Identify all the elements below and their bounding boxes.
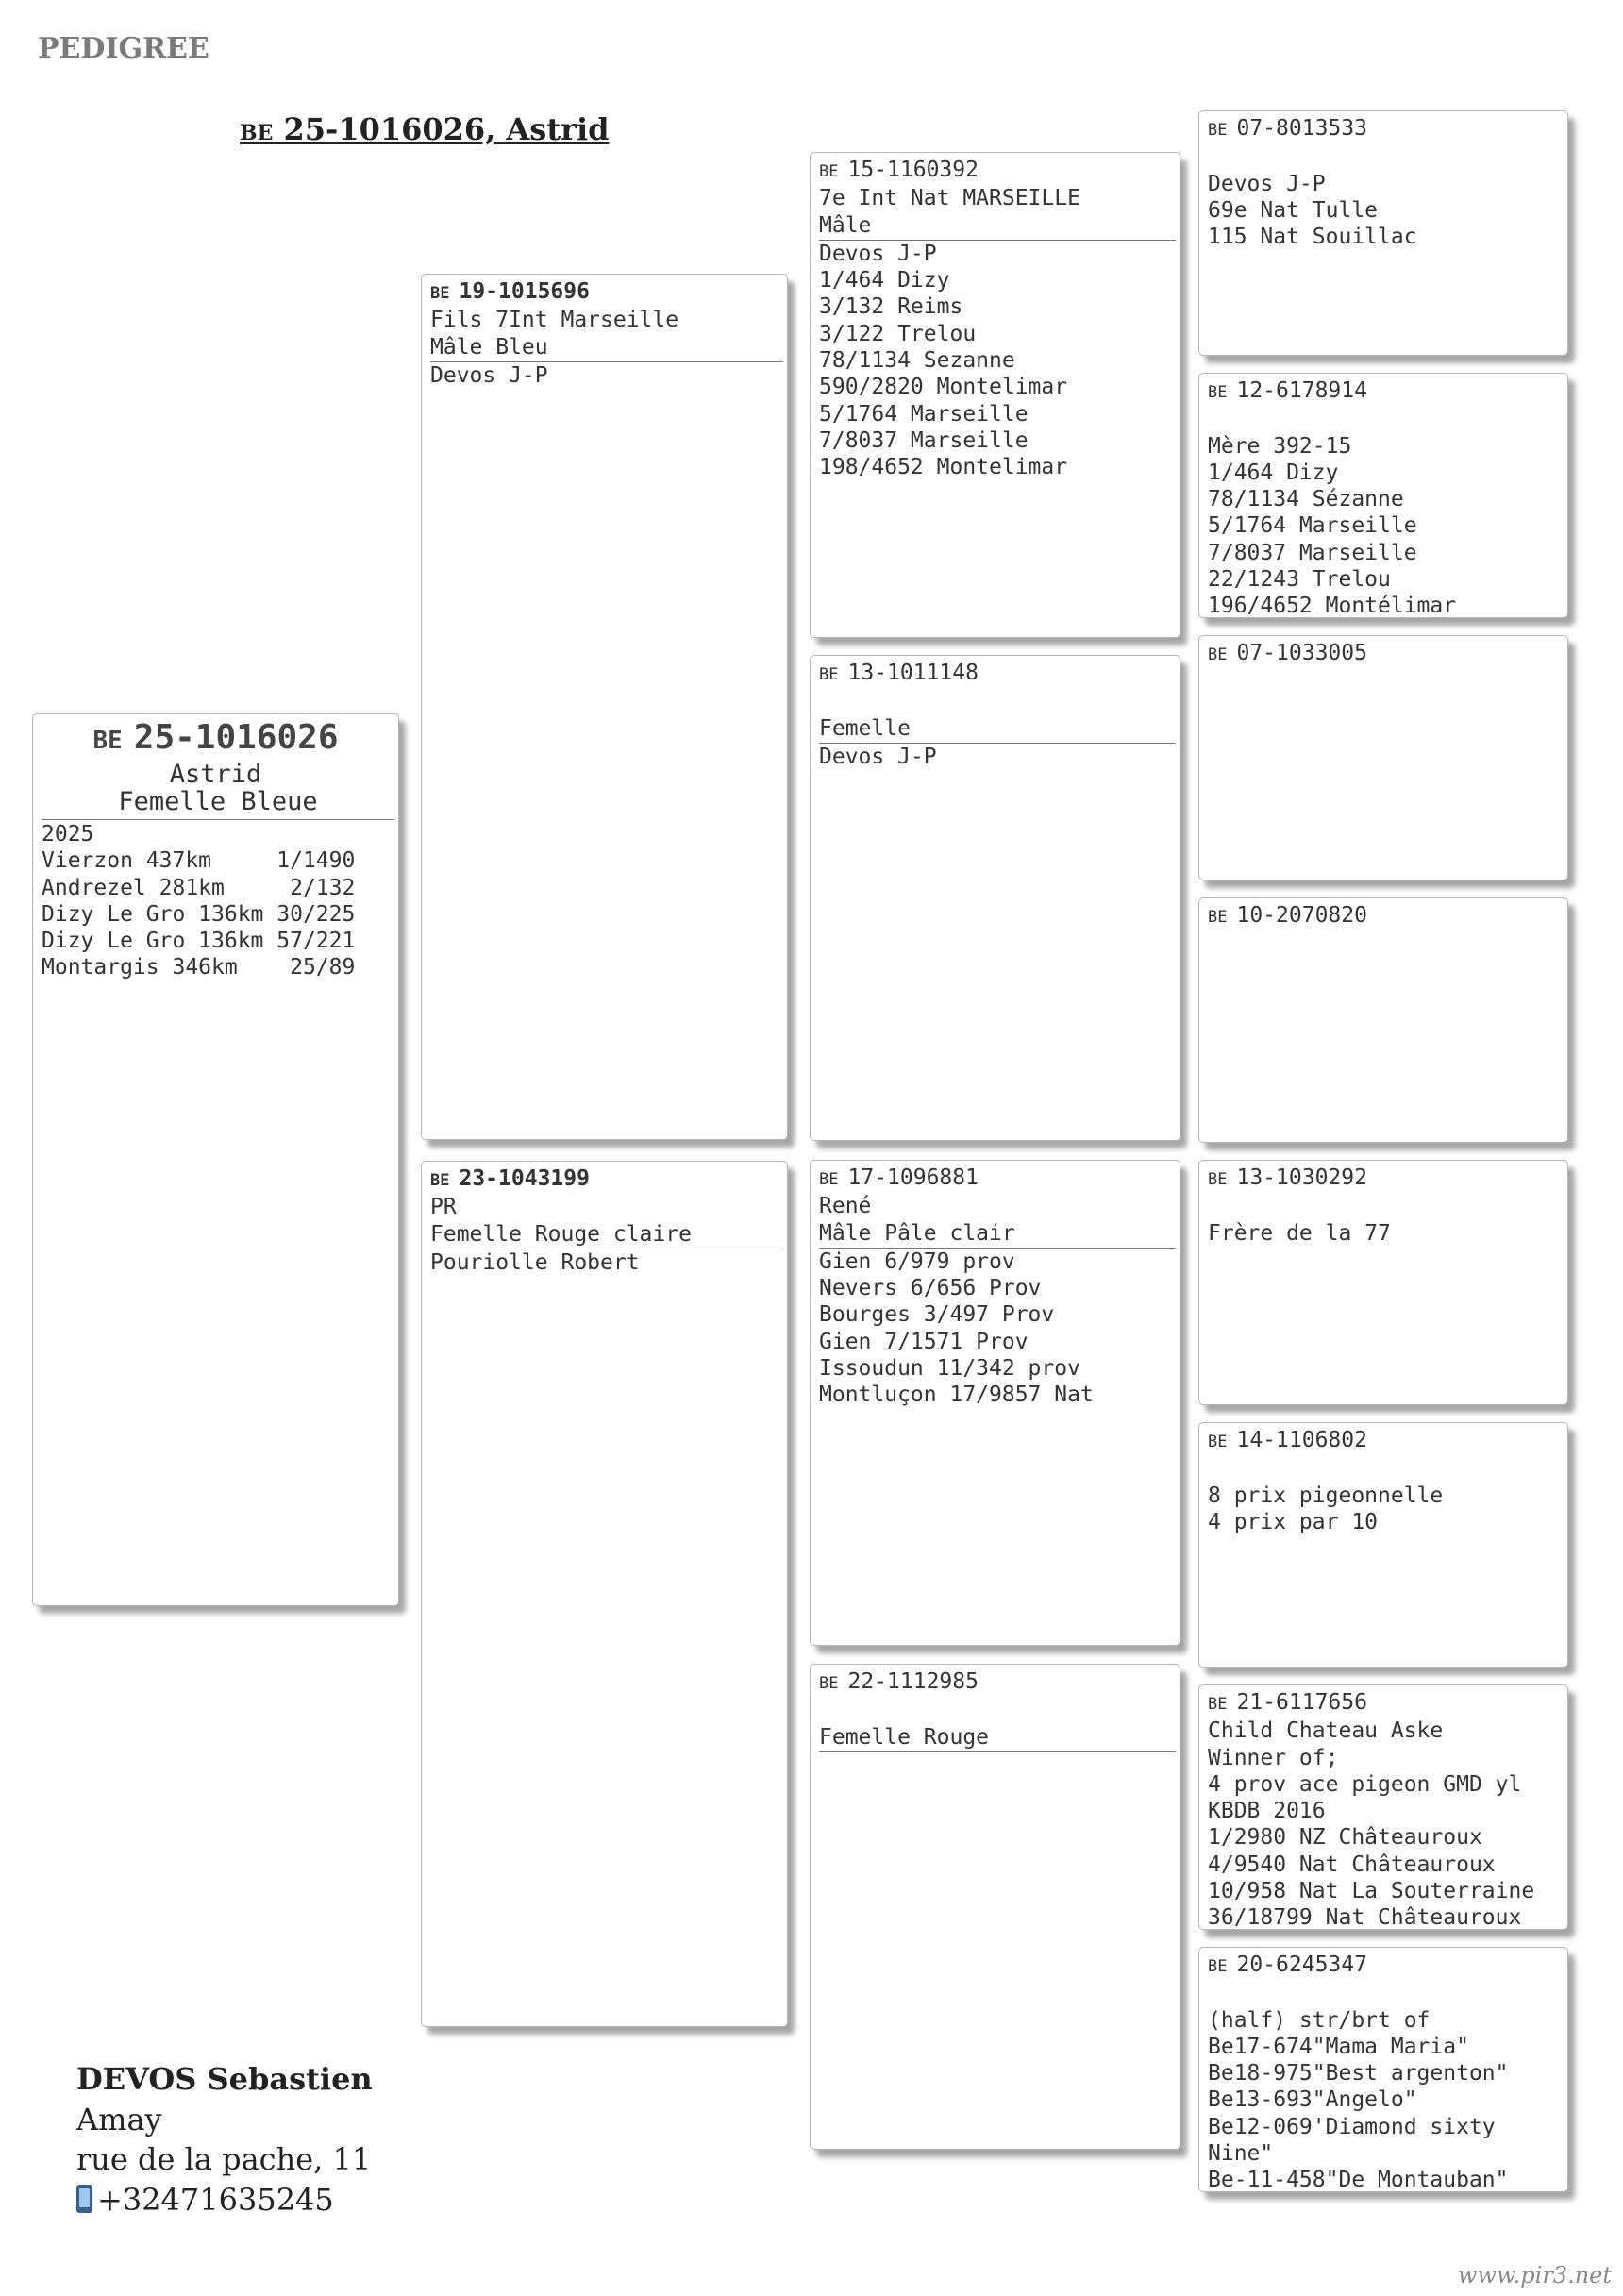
- grandmother-paternal-ring: BE 13-1011148: [819, 661, 979, 685]
- mother-sex-color: Femelle Rouge claire: [430, 1221, 692, 1247]
- ancestor-ring: BE 07-8013533: [1208, 116, 1367, 141]
- ancestor-ring: BE 20-6245347: [1208, 1952, 1367, 1977]
- result-line: Vierzon 437km 1/1490: [42, 848, 356, 874]
- card-line: 115 Nat Souillac: [1208, 225, 1417, 250]
- result-line: Andrezel 281km 2/132: [42, 875, 356, 900]
- main-name: Astrid: [169, 760, 262, 789]
- mother-title: PR: [430, 1195, 457, 1220]
- card-line: Devos J-P: [1208, 171, 1326, 196]
- card-line: 198/4652 Montelimar: [819, 455, 1068, 480]
- main-results: [42, 821, 390, 981]
- card-line: Devos J-P: [819, 744, 937, 769]
- card-line: 5/1764 Marseille: [1208, 513, 1417, 539]
- grandmother-maternal-ring: BE 22-1112985: [819, 1669, 979, 1694]
- ancestor-card-mmf: [1198, 1684, 1568, 1930]
- grandmother-maternal-card: [810, 1664, 1180, 2150]
- grandfather-paternal-card: [810, 152, 1180, 638]
- card-line: Winner of;: [1208, 1745, 1339, 1770]
- ancestor-ring: BE 14-1106802: [1208, 1428, 1367, 1452]
- owner-info: [76, 2059, 373, 2220]
- card-line: Devos J-P: [819, 241, 937, 266]
- ancestor-card-fff: [1198, 110, 1568, 356]
- card-line: 10/958 Nat La Souterraine: [1208, 1879, 1535, 1904]
- mother-ring: BE 23-1043199: [430, 1166, 590, 1191]
- card-line: 3/122 Trelou: [819, 321, 977, 346]
- result-line: Dizy Le Gro 136km 30/225: [42, 901, 356, 927]
- ancestor-card-fmf: [1198, 635, 1568, 880]
- card-line: Gien 6/979 prov: [819, 1249, 1015, 1274]
- title-country: BE: [240, 121, 274, 145]
- ancestor-ring: BE 10-2070820: [1208, 903, 1367, 928]
- card-line: 7/8037 Marseille: [1208, 540, 1417, 565]
- card-line: 22/1243 Trelou: [1208, 567, 1391, 593]
- card-line: [1208, 1193, 1559, 1219]
- card-line: Child Chateau Aske: [1208, 1718, 1444, 1744]
- card-line: 7/8037 Marseille: [819, 427, 1029, 453]
- card-line: 3/132 Reims: [819, 294, 963, 320]
- card-line: 8 prix pigeonnelle: [1208, 1483, 1444, 1508]
- card-line: Be12-069'Diamond sixty: [1208, 2114, 1496, 2139]
- card-line: Be13-693"Angelo": [1208, 2087, 1417, 2113]
- ancestor-card-mmm: [1198, 1947, 1568, 2192]
- card-line: Gien 7/1571 Prov: [819, 1329, 1029, 1354]
- mother-card: [421, 1161, 788, 2027]
- father-card: [421, 274, 788, 1140]
- card-line: 590/2820 Montelimar: [819, 375, 1068, 400]
- card-line: Issoudun 11/342 prov: [819, 1356, 1080, 1382]
- owner-phone-row: [76, 2180, 373, 2221]
- card-line: [1208, 1980, 1559, 2006]
- card-line: 36/18799 Nat Châteauroux: [1208, 1905, 1522, 1930]
- card-title-line: [819, 1697, 1176, 1723]
- card-line: 4 prov ace pigeon GMD yl: [1208, 1771, 1522, 1797]
- owner-street: rue de la pache, 11: [76, 2141, 372, 2177]
- card-sex-line: Mâle Pâle clair: [819, 1220, 1015, 1246]
- footer-watermark[interactable]: www.pir3.net: [1457, 2262, 1612, 2288]
- result-line: Montargis 346km 25/89: [42, 955, 356, 980]
- card-sex-line: Mâle: [819, 212, 872, 238]
- card-line: Nine": [1208, 2141, 1274, 2167]
- card-line: Be-11-458"De Montauban": [1208, 2168, 1509, 2192]
- grandmother-paternal-card: [810, 655, 1180, 1141]
- card-title-line: [819, 688, 1176, 714]
- father-ring: BE 19-1015696: [430, 279, 590, 304]
- main-sex-color: Femelle Bleue: [42, 788, 394, 820]
- main-ring: [42, 718, 390, 761]
- father-sex-color: Mâle Bleu: [430, 334, 548, 360]
- owner-name: DEVOS Sebastien: [76, 2061, 373, 2097]
- mobile-phone-icon: [76, 2185, 92, 2213]
- card-line: Be17-674"Mama Maria": [1208, 2034, 1469, 2059]
- card-line: 78/1134 Sezanne: [819, 348, 1015, 374]
- main-ring-number: 25-1016026: [133, 718, 339, 757]
- card-line: 4/9540 Nat Châteauroux: [1208, 1852, 1496, 1877]
- card-title-line: René: [819, 1194, 872, 1219]
- card-line: [1208, 143, 1559, 170]
- card-line: 5/1764 Marseille: [819, 401, 1029, 427]
- title-text: 25-1016026, Astrid: [283, 111, 610, 147]
- card-line: Nevers 6/656 Prov: [819, 1276, 1042, 1301]
- document-title: [240, 111, 609, 147]
- card-line: (half) str/brt of: [1208, 2007, 1431, 2033]
- card-line: Mère 392-15: [1208, 433, 1352, 459]
- ancestor-card-fmm: [1198, 897, 1568, 1143]
- card-line: 1/464 Dizy: [1208, 460, 1339, 485]
- card-title-line: 7e Int Nat MARSEILLE: [819, 186, 1080, 211]
- grandfather-maternal-card: [810, 1160, 1180, 1646]
- card-line: 78/1134 Sézanne: [1208, 487, 1404, 512]
- ancestor-card-ffm: [1198, 373, 1568, 618]
- ancestor-ring: BE 13-1030292: [1208, 1165, 1367, 1190]
- ancestor-card-mff: [1198, 1160, 1568, 1405]
- card-line: 69e Nat Tulle: [1208, 197, 1379, 223]
- result-line: 2025: [42, 822, 94, 846]
- card-line: KBDB 2016: [1208, 1799, 1326, 1824]
- card-line: Bourges 3/497 Prov: [819, 1302, 1055, 1328]
- father-breeder: Devos J-P: [430, 362, 548, 388]
- card-line: 1/464 Dizy: [819, 268, 950, 293]
- ancestor-ring: BE 07-1033005: [1208, 641, 1367, 665]
- grandfather-paternal-ring: BE 15-1160392: [819, 158, 979, 182]
- ancestor-card-mfm: [1198, 1422, 1568, 1668]
- card-line: 1/2980 NZ Châteauroux: [1208, 1825, 1482, 1851]
- card-line: [1208, 406, 1559, 432]
- card-line: 196/4652 Montélimar: [1208, 594, 1457, 618]
- main-country-code: BE: [92, 727, 123, 755]
- card-sex-line: Femelle: [819, 715, 911, 741]
- card-line: Montluçon 17/9857 Nat: [819, 1383, 1094, 1408]
- owner-city: Amay: [76, 2101, 162, 2137]
- card-line: 4 prix par 10: [1208, 1509, 1379, 1534]
- result-line: Dizy Le Gro 136km 57/221: [42, 929, 356, 954]
- mother-breeder: Pouriolle Robert: [430, 1249, 640, 1275]
- ancestor-ring: BE 12-6178914: [1208, 378, 1367, 403]
- ancestor-ring: BE 21-6117656: [1208, 1690, 1367, 1715]
- card-line: Frère de la 77: [1208, 1220, 1391, 1246]
- grandfather-maternal-ring: BE 17-1096881: [819, 1165, 979, 1190]
- card-sex-line: Femelle Rouge: [819, 1724, 990, 1750]
- father-title: Fils 7Int Marseille: [430, 308, 679, 333]
- card-line: [1208, 1455, 1559, 1482]
- owner-phone[interactable]: +32471635245: [97, 2181, 334, 2218]
- page-label: PEDIGREE: [38, 32, 209, 65]
- main-pigeon-card: [32, 713, 399, 1606]
- card-line: Be18-975"Best argenton": [1208, 2061, 1509, 2087]
